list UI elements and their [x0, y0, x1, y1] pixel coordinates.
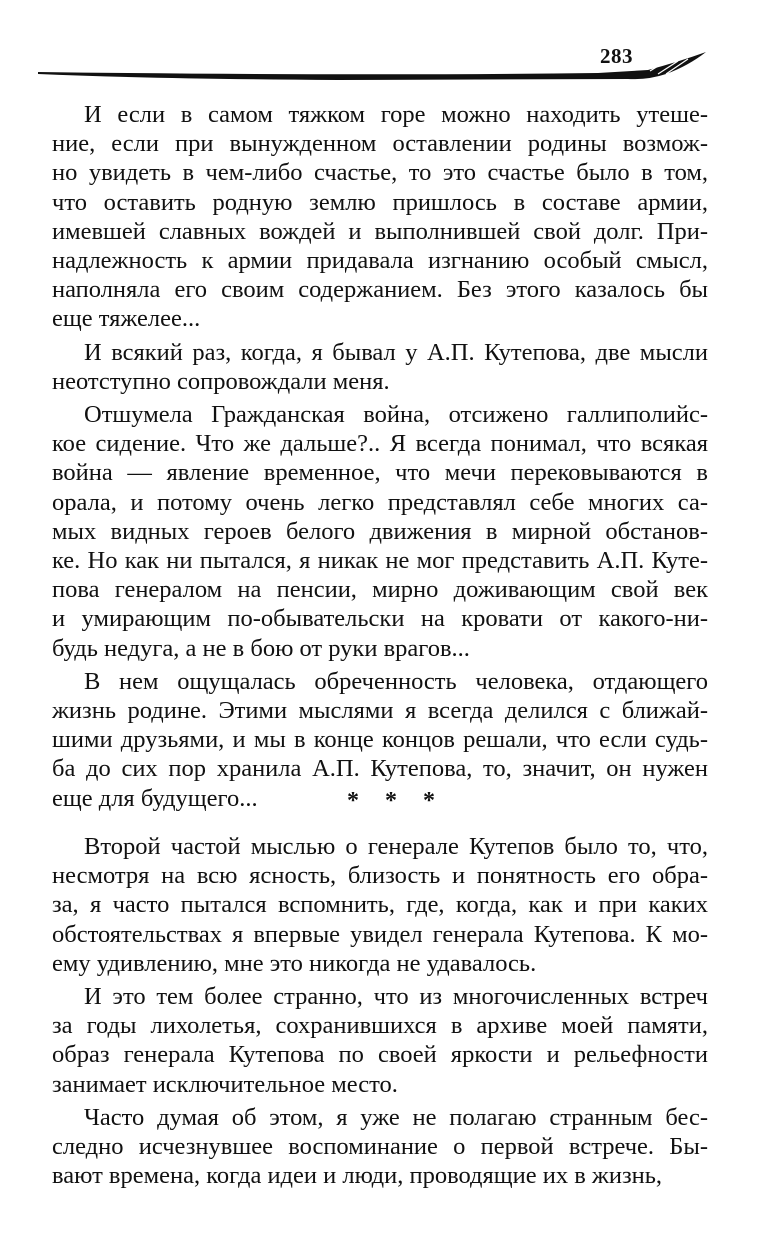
paragraph	[52, 400, 708, 663]
text-line: пова генералом на пенсии, мирно доживающим свой век	[52, 576, 708, 604]
paragraph	[52, 1103, 708, 1191]
text-line: ке. Но как ни пытался, я никак не мог представить А.П. Куте-	[52, 547, 708, 575]
text-line: надлежность к армии придавала изгнанию особый смысл,	[52, 247, 708, 275]
text-line: образ генерала Кутепова по своей яркости и рельефности	[52, 1041, 708, 1069]
text-line: еще тяжелее...	[52, 305, 201, 333]
text-line: но увидеть в чем-либо счастье, то это счастье было в том,	[52, 159, 708, 187]
text-line: и умирающим по-обывательски на кровати от какого-ни-	[52, 605, 708, 633]
body-text-bottom	[52, 832, 708, 1190]
text-line: следно исчезнувшее воспоминание о первой встрече. Бы-	[52, 1133, 708, 1161]
text-line: за годы лихолетья, сохранившихся в архиве моей памяти,	[52, 1012, 708, 1040]
text-line: обстоятельствах я впервые увидел генерала Кутепова. К мо-	[52, 920, 708, 948]
text-line: ние, если при вынужденном оставлении родины возмож-	[52, 130, 708, 158]
text-line: ему удивлению, мне это никогда не удавалось.	[52, 949, 537, 977]
paragraph	[52, 100, 708, 334]
text-line: неотступно сопровождали меня.	[52, 367, 390, 395]
text-line: имевшей славных вождей и выполнившей свой долг. При-	[52, 217, 708, 245]
text-line: орала, и потому очень легко представлял себе многих са-	[52, 488, 708, 516]
text-line: Отшумела Гражданская война, отсижено галлиполийс-	[84, 401, 708, 429]
text-line: кое сидение. Что же дальше?.. Я всегда понимал, что всякая	[52, 430, 708, 458]
text-line: несмотря на всю ясность, близость и понятность его обра-	[52, 862, 708, 890]
text-line: жизнь родине. Этими мыслями я всегда делился с ближай-	[52, 697, 708, 725]
body-text-top	[52, 100, 708, 813]
text-line: еще для будущего...	[52, 784, 258, 812]
paragraph	[52, 982, 708, 1099]
text-line: Часто думая об этом, я уже не полагаю странным бес-	[84, 1103, 708, 1131]
text-line: И это тем более странно, что из многочисленных встреч	[84, 983, 708, 1011]
text-line: война — явление временное, что мечи перековываются в	[52, 459, 708, 487]
text-line: будь недуга, а не в бою от руки врагов...	[52, 634, 470, 662]
text-line: наполняла его своим содержанием. Без этого казалось бы	[52, 276, 708, 304]
text-line: Второй частой мыслью о генерале Кутепов было то, что,	[84, 833, 708, 860]
text-line: вают времена, когда идеи и люди, проводящие их в жизнь,	[52, 1162, 663, 1190]
text-line: шими друзьями, и мы в конце концов решали, что если судь-	[52, 726, 708, 754]
text-line: мых видных героев белого движения в мирной обстанов-	[52, 517, 708, 545]
text-line: ба до сих пор хранила А.П. Кутепова, то, значит, он нужен	[52, 755, 708, 783]
text-line: И всякий раз, когда, я бывал у А.П. Кутепова, две мысли	[84, 338, 708, 366]
text-line: В нем ощущалась обреченность человека, отдающего	[84, 667, 708, 695]
section-separator: * * *	[347, 788, 445, 814]
paragraph	[52, 832, 708, 978]
text-line: И если в самом тяжком горе можно находить утеше-	[84, 101, 708, 128]
page-number: 283	[600, 44, 633, 68]
paragraph	[52, 338, 708, 396]
text-line: занимает исключительное место.	[52, 1070, 398, 1098]
text-line: за, я часто пытался вспомнить, где, когда, как и при каких	[52, 891, 708, 919]
page-header	[0, 0, 782, 100]
text-line: что оставить родную землю пришлось в составе армии,	[52, 188, 708, 216]
